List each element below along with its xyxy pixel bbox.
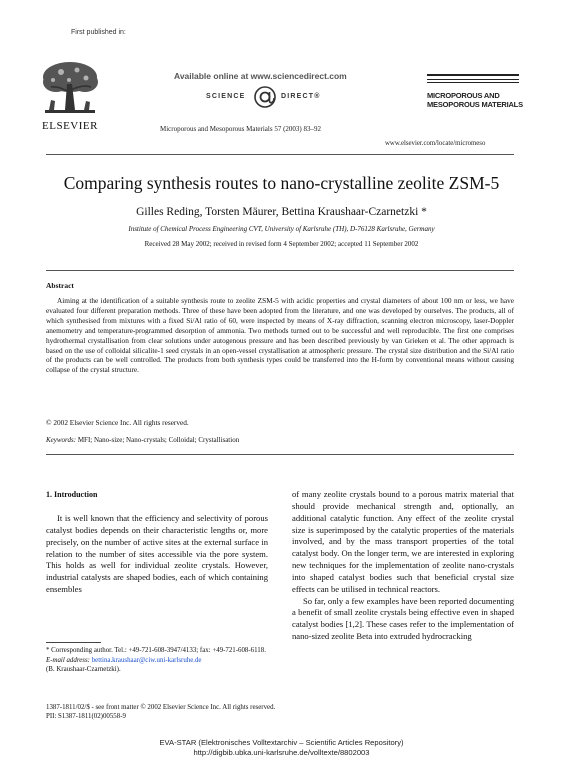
header-divider: [46, 154, 514, 155]
footnote-name: (B. Kraushaar-Czarnetzki).: [46, 666, 121, 674]
footnote: [46, 646, 268, 675]
banner-rule: [427, 74, 519, 76]
email-label: E-mail address:: [46, 656, 90, 664]
article-authors: Gilles Reding, Torsten Mäurer, Bettina Kraushaar-Czarnetzki *: [136, 206, 427, 218]
keywords-line: [46, 436, 514, 444]
elsevier-logo: [35, 60, 105, 136]
journal-banner-title: MICROPOROUS AND MESOPOROUS MATERIALS: [427, 91, 523, 109]
right-column-paragraph: of many zeolite crystals bound to a porous matrix material that should provide mechanical strength and, optionally, an additional catalytic function. Any effect of the zeolite crystal size is superimposed by the catalytic properties of the materials involved, and by the mass transport properties of the total catalyst body. On the longer term, we are interested in exploring new techniques for the implementation of zeolite nano-crystals into shaped catalyst bodies such that beneficial crystal size effects can be utilised in technical reactors.: [292, 489, 514, 594]
banner-rule: [427, 79, 519, 80]
article-received-dates: Received 28 May 2002; received in revised form 4 September 2002; accepted 11 September 2002: [144, 240, 419, 248]
section-heading-introduction: 1. Introduction: [46, 490, 98, 499]
keywords-list: MFI; Nano-size; Nano-crystals; Colloidal; Crystallisation: [76, 436, 240, 444]
abstract-copyright: © 2002 Elsevier Science Inc. All rights reserved.: [46, 418, 189, 427]
article-title: Comparing synthesis routes to nano-crystalline zeolite ZSM-5: [63, 173, 500, 193]
sciencedirect-right-word: DIRECT®: [281, 93, 321, 100]
elsevier-tree-icon: [39, 60, 101, 118]
elsevier-wordmark: ELSEVIER: [42, 120, 98, 132]
left-column-text: It is well known that the efficiency and selectivity of porous catalyst bodies depends on their characteristic lengths or, more precisely, on the number of active sites at the external surface in relation to the number of sites accessible via the pore system. This holds as well for individual zeolite crystals. However, industrial catalysts are shaped bodies, each of which containing ensembles: [46, 513, 268, 595]
right-column: [292, 489, 514, 643]
sciencedirect-left-word: SCIENCE: [206, 93, 246, 100]
abstract-bottom-divider: [46, 454, 514, 455]
journal-reference: Microporous and Mesoporous Materials 57 (2003) 83–92: [160, 125, 321, 133]
archive-url-link[interactable]: http://digbib.ubka.uni-karlsruhe.de/volltexte/8802003: [193, 748, 370, 757]
sciencedirect-logo: [206, 86, 328, 108]
abstract-top-divider: [46, 270, 514, 271]
article-affiliation: Institute of Chemical Process Engineering CVT, University of Karlsruhe (TH), D-76128 Karlsruhe, Germany: [128, 225, 435, 233]
email-link[interactable]: bettina.kraushaar@ciw.uni-karlsruhe.de: [91, 656, 202, 664]
right-column-paragraph: So far, only a few examples have been reported documenting a benefit of small zeolite crystals being effective even in shaped catalyst bodies [1,2]. These cases refer to the implementation of nano-sized zeolite Beta into extruded hydrocracking: [292, 595, 514, 642]
journal-url-link[interactable]: www.elsevier.com/locate/micromeso: [385, 140, 486, 147]
archive-note: [0, 738, 563, 758]
footnote-email-line: [46, 656, 268, 666]
first-published-note: First published in:: [71, 29, 126, 36]
archive-name: EVA-STAR (Elektronisches Volltextarchiv – Scientific Articles Repository): [159, 738, 404, 747]
available-online-text: Available online at www.sciencedirect.com: [174, 71, 347, 81]
footnote-corresponding: * Corresponding author. Tel.: +49-721-608-3947/4133; fax: +49-721-608-6118.: [46, 647, 266, 654]
keywords-label: Keywords:: [46, 436, 77, 444]
abstract-heading: Abstract: [46, 281, 74, 290]
issn-line: 1387-1811/02/$ - see front matter © 2002 Elsevier Science Inc. All rights reserved.: [46, 704, 276, 711]
sciencedirect-at-icon: [253, 86, 277, 108]
pii-line: PII: S1387-1811(02)00558-9: [46, 713, 126, 720]
banner-rule: [427, 82, 519, 83]
abstract-body: Aiming at the identification of a suitable synthesis route to zeolite ZSM-5 with acidic properties and crystal diameters of about 100 nm or less, we have evaluated four different preparation methods. Three of these have been adopted from the literature, and one was developed by ourselves. The products, all of which synthesised from mixtures with a fixed Si/Al ratio of 60, were inspected by means of X-ray diffraction, scanning electron microscopy, laser-Doppler anemometry and temperature-programmed desorption of ammonia. Two methods turned out to be successful and well reproducible. The first one comprises hydrothermal crystallisation from clear solutions under autogenous pressure and has been described previously by van Grieken et al. The other approach is based on the use of colloidal silicalite-1 seed crystals in an open-vessel crystallisation at atmospheric pressure. The crystal size distribution and the Si/Al ratio of the products can be well controlled. The products from both synthesis types could be transferred into the H-form by conventional means without causing collapse of the crystal structure.: [46, 296, 514, 375]
footnote-rule: [46, 642, 101, 643]
